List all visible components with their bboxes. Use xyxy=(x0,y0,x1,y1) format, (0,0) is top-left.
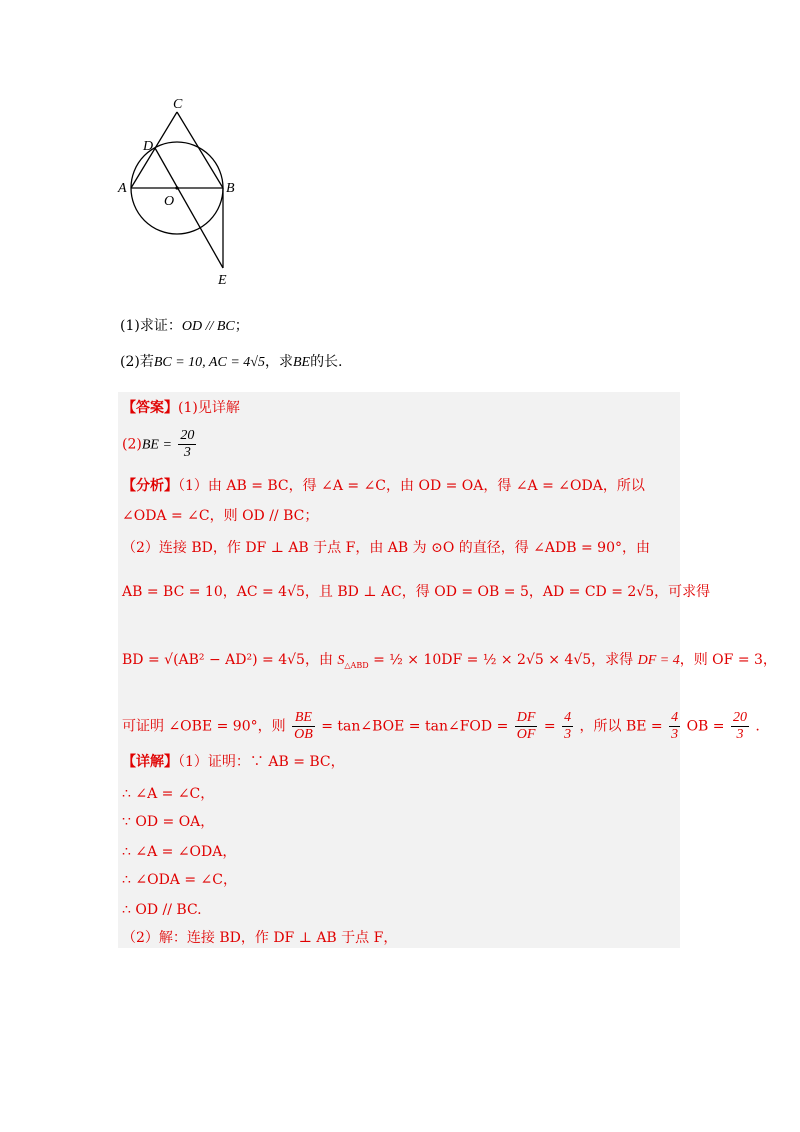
q1-prefix: (1)求证： xyxy=(120,318,182,334)
analysis-line-5 xyxy=(122,650,777,676)
frac-ob: OB xyxy=(294,727,313,742)
analysis-6a: 可证明 ∠OBE = 90°，则 xyxy=(122,718,286,735)
q1-suffix: ； xyxy=(234,318,249,334)
fraction-4-3-b xyxy=(669,710,680,743)
analysis-5b: S xyxy=(337,653,345,668)
frac-be: BE xyxy=(292,710,315,727)
frac-3b: 3 xyxy=(671,727,679,742)
analysis-6j: ，所以 BE = xyxy=(579,718,663,735)
detail-line-5: ∴ ∠ODA = ∠C， xyxy=(122,872,237,888)
fraction-20-3 xyxy=(731,710,749,743)
q1-math: OD // BC xyxy=(181,319,235,334)
detail-line-3: ∵ OD = OA， xyxy=(122,814,215,830)
analysis-5e: ，则 OF = 3， xyxy=(679,652,777,668)
detail-line-2: ∴ ∠A = ∠C， xyxy=(122,786,215,802)
detail-tag: 【详解】 xyxy=(122,754,178,770)
question-2 xyxy=(120,352,343,373)
answer-part2-lhs: BE = xyxy=(141,437,172,453)
analysis-line-3: （2）连接 BD，作 DF ⊥ AB 于点 F，由 AB 为 ⊙O 的直径，得 ∠ADB = 90°，由 xyxy=(122,540,650,556)
answer-line-1 xyxy=(122,398,240,418)
detail-text-1: （1）证明：∵ AB = BC， xyxy=(178,754,345,770)
center-point xyxy=(175,186,178,189)
frac-3c: 3 xyxy=(736,727,744,742)
analysis-tag: 【分析】 xyxy=(122,478,178,494)
answer-line-2 xyxy=(122,428,198,461)
analysis-5d: DF = 4 xyxy=(637,653,680,668)
label-a: A xyxy=(118,181,127,196)
frac-3a: 3 xyxy=(564,727,572,742)
frac-20: 20 xyxy=(732,710,747,725)
answer-tag: 【答案】 xyxy=(122,400,178,416)
answer-part1: (1)见详解 xyxy=(178,400,240,416)
q2-prefix: (2)若 xyxy=(120,354,154,370)
analysis-6g: = xyxy=(543,718,556,735)
label-b: B xyxy=(226,181,235,196)
analysis-line-1 xyxy=(122,476,645,496)
q2-mid: ，求 xyxy=(264,354,293,370)
answer-fraction xyxy=(178,428,196,461)
analysis-6d: = tan∠BOE = tan∠FOD = xyxy=(321,718,509,735)
answer-num: 20 xyxy=(180,428,195,443)
label-c: C xyxy=(173,97,183,112)
fraction-df-of xyxy=(515,710,538,743)
segment-bc xyxy=(177,112,223,188)
label-e: E xyxy=(218,273,227,288)
analysis-5-sub: △ABD xyxy=(344,661,369,670)
segment-ac xyxy=(131,112,177,188)
label-d: D xyxy=(143,139,154,154)
geometry-figure xyxy=(110,90,260,290)
frac-df: DF xyxy=(516,710,536,725)
analysis-text-1: （1）由 AB = BC，得 ∠A = ∠C，由 OD = OA，得 ∠A = ∠ODA，所以 xyxy=(178,478,645,494)
analysis-5c: = ½ × 10DF = ½ × 2√5 × 4√5，求得 xyxy=(373,652,634,668)
analysis-6p: . xyxy=(755,718,760,735)
question-1 xyxy=(120,316,249,337)
frac-of: OF xyxy=(516,727,536,742)
q2-math: BC = 10, AC = 4√5 xyxy=(153,355,265,370)
detail-line-4: ∴ ∠A = ∠ODA， xyxy=(122,844,237,860)
label-o: O xyxy=(164,194,175,209)
analysis-line-4: AB = BC = 10，AC = 4√5，且 BD ⊥ AC，得 OD = OB = 5，AD = CD = 2√5，可求得 xyxy=(122,584,711,600)
frac-4a: 4 xyxy=(564,710,572,725)
analysis-line-2: ∠ODA = ∠C，则 OD // BC； xyxy=(122,508,319,524)
frac-4b: 4 xyxy=(671,710,679,725)
analysis-5a: BD = √(AB² − AD²) = 4√5，由 xyxy=(122,652,333,668)
answer-part2-prefix: (2) xyxy=(122,436,142,453)
answer-den: 3 xyxy=(183,445,191,460)
detail-line-6: ∴ OD // BC. xyxy=(122,902,202,918)
analysis-6m: OB = xyxy=(686,718,725,735)
analysis-line-6 xyxy=(122,710,760,743)
detail-line-7: （2）解：连接 BD，作 DF ⊥ AB 于点 F， xyxy=(122,930,398,946)
q2-math2: BE xyxy=(292,355,311,370)
q2-suffix: 的长. xyxy=(310,354,343,370)
detail-line-1 xyxy=(122,752,345,772)
fraction-4-3-a xyxy=(562,710,573,743)
fraction-be-ob xyxy=(292,710,315,743)
